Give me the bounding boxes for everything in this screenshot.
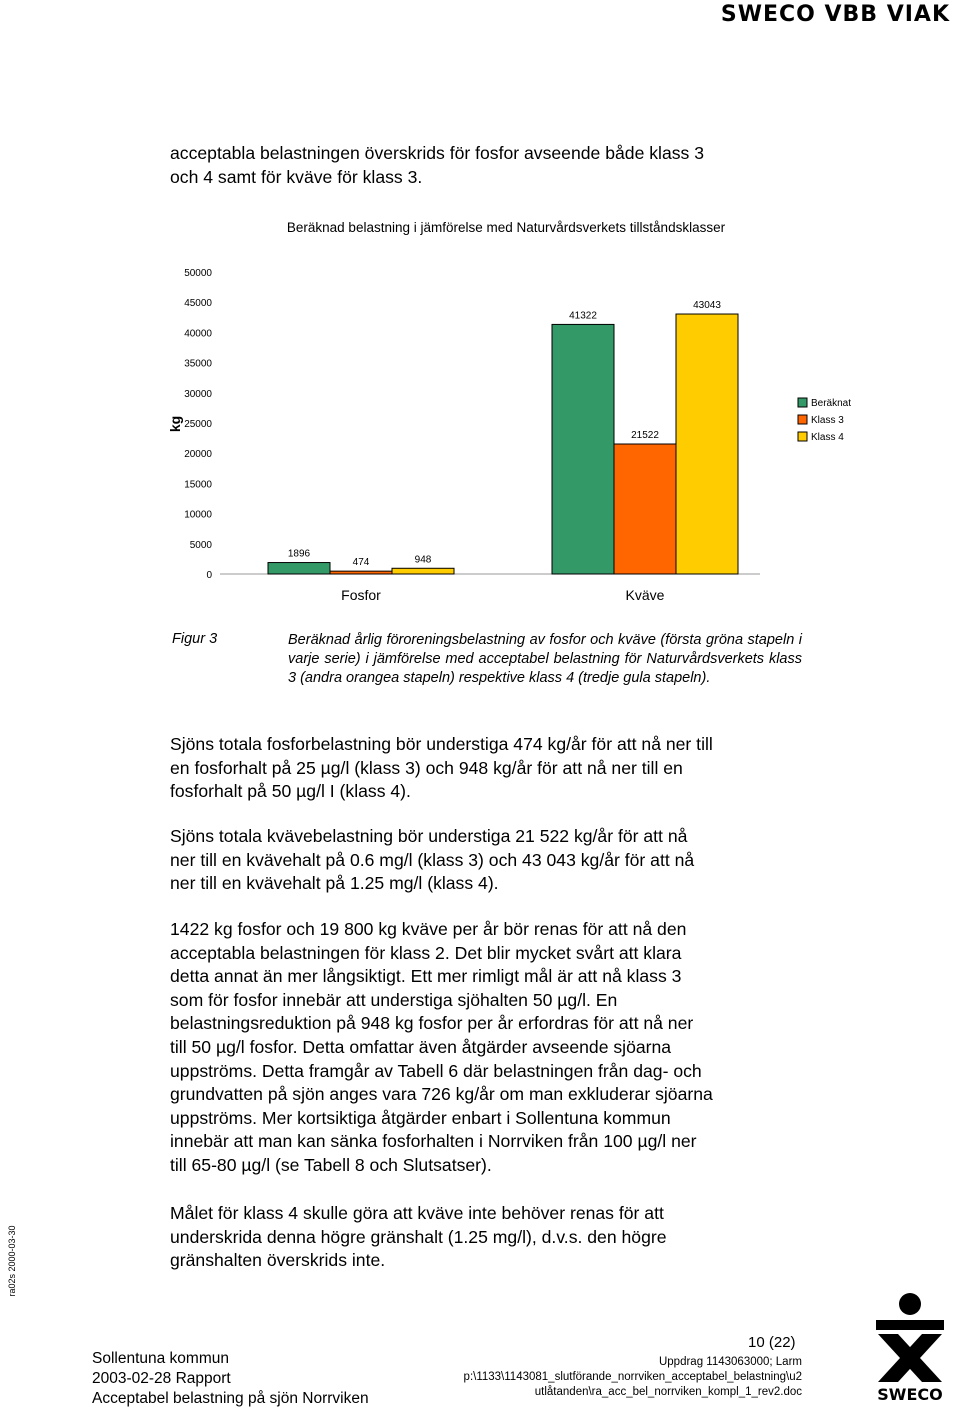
- legend-label: Beräknat: [811, 398, 852, 409]
- footer-line: p:\1133\1143081_slutförande_norrviken_acceptabel_belastning\u2: [463, 1371, 802, 1383]
- paragraph-phosphorus: [170, 733, 802, 804]
- page-number: 10 (22): [748, 1334, 796, 1351]
- text-line: uppströms. Mer kortsiktiga åtgärder enbart i Sollentuna kommun: [170, 1107, 671, 1128]
- text-line: en fosforhalt på 25 µg/l (klass 3) och 948 kg/år för att nå ner till en: [170, 757, 683, 778]
- intro-paragraph: [170, 142, 802, 189]
- figure-caption: Beräknad årlig föroreningsbelastning av fosfor och kväve (första gröna stapeln i varje serie) i jämförelse med acceptabel belastning för Naturvårdsverkets klass 3 (andra orangea stapeln) respektive klass 4 (tredje gula stapeln).: [288, 632, 802, 686]
- text-line: till 65-80 µg/l (se Tabell 8 och Slutsatser).: [170, 1154, 492, 1175]
- text-line: ner till en kvävehalt på 1.25 mg/l (klass 4).: [170, 873, 499, 894]
- y-tick-label: 45000: [184, 298, 212, 310]
- bar-value-label: 43043: [693, 300, 721, 312]
- paragraph-class4: [170, 1202, 802, 1273]
- y-tick-label: 0: [206, 570, 212, 581]
- legend-swatch: [798, 415, 807, 424]
- legend-swatch: [798, 398, 807, 407]
- text-line: till 50 µg/l fosfor. Detta omfattar även åtgärder avseende sjöarna: [170, 1036, 672, 1057]
- side-note: ra02s 2000-03-30: [7, 1225, 17, 1297]
- footer-line: Acceptabel belastning på sjön Norrviken: [92, 1390, 369, 1407]
- chart-bars: [268, 300, 738, 574]
- category-labels: [341, 587, 665, 603]
- footer-left: [92, 1349, 369, 1409]
- y-tick-label: 20000: [184, 449, 212, 461]
- text-line: belastningsreduktion på 948 kg fosfor per år erfordras för att nå ner: [170, 1013, 694, 1034]
- footer-line: utlåtanden\ra_acc_bel_norrviken_kompl_1_rev2.doc: [534, 1386, 802, 1398]
- text-line: ner till en kvävehalt på 0.6 mg/l (klass 3) och 43 043 kg/år för att nå: [170, 849, 695, 870]
- legend-label: Klass 4: [811, 432, 844, 443]
- chart-y-label: kg: [167, 415, 183, 433]
- x-category-label: Fosfor: [341, 587, 381, 603]
- text-line: Sjöns totala fosforbelastning bör understiga 474 kg/år för att nå ner till: [170, 734, 713, 754]
- text-line: uppströms. Detta framgår av Tabell 6 där belastningen från dag- och: [170, 1060, 702, 1081]
- y-tick-label: 50000: [184, 268, 212, 279]
- sweco-logo-icon: [868, 1290, 952, 1402]
- bar-value-label: 474: [352, 557, 370, 569]
- bar-value-label: 21522: [631, 430, 659, 442]
- text-line: och 4 samt för kväve för klass 3.: [170, 166, 423, 187]
- text-line: Målet för klass 4 skulle göra att kväve inte behöver renas för att: [170, 1203, 664, 1223]
- y-axis-ticks: [184, 268, 212, 581]
- bar: [676, 314, 738, 574]
- legend-swatch: [798, 432, 807, 441]
- paragraph-nitrogen: [170, 825, 802, 896]
- bar-value-label: 948: [414, 554, 432, 566]
- y-tick-label: 10000: [184, 509, 212, 521]
- text-line: acceptabla belastningen överskrids för fosfor avseende både klass 3: [170, 143, 704, 163]
- text-line: acceptabla belastningen för klass 2. Det blir mycket svårt att klara: [170, 942, 682, 963]
- text-line: underskrida denna högre gränshalt (1.25 mg/l), d.v.s. den högre: [170, 1226, 667, 1247]
- bar: [552, 324, 614, 574]
- y-tick-label: 5000: [189, 539, 212, 551]
- bar: [392, 568, 454, 574]
- y-tick-label: 15000: [184, 479, 212, 491]
- x-category-label: Kväve: [625, 587, 665, 603]
- bar: [614, 444, 676, 574]
- chart-title: Beräknad belastning i jämförelse med Naturvårdsverkets tillståndsklasser: [286, 220, 726, 235]
- text-line: grundvatten på sjön anges vara 726 kg/år om man exkluderar sjöarna: [170, 1084, 713, 1105]
- y-tick-label: 40000: [184, 328, 212, 340]
- footer-line: 2003-02-28 Rapport: [92, 1370, 231, 1387]
- y-tick-label: 25000: [184, 419, 212, 430]
- logo-text: SWECO: [877, 1385, 943, 1402]
- text-line: detta annat än mer långsiktigt. Ett mer rimligt mål är att nå klass 3: [170, 966, 682, 987]
- legend-label: Klass 3: [811, 415, 844, 426]
- text-line: gränshalten överskrids inte.: [170, 1250, 386, 1271]
- bar-chart: [160, 212, 880, 612]
- text-line: 1422 kg fosfor och 19 800 kg kväve per år bör renas för att nå den: [170, 919, 687, 939]
- paragraph-reduction: [170, 918, 802, 1178]
- footer-line: Uppdrag 1143063000; Larm: [658, 1356, 802, 1368]
- y-tick-label: 30000: [184, 388, 212, 400]
- footer-line: Sollentuna kommun: [92, 1350, 229, 1367]
- bar: [330, 571, 392, 574]
- bar: [268, 563, 330, 574]
- bar-value-label: 41322: [569, 310, 597, 322]
- bar-value-label: 1896: [287, 548, 311, 560]
- text-line: som för fosfor innebär att understiga sjöhalten 50 µg/l. En: [170, 989, 618, 1010]
- footer-document-info: [450, 1355, 802, 1400]
- brand-header: SWECO VBB VIAK: [720, 2, 950, 27]
- figure-label: Figur 3: [172, 631, 218, 647]
- text-line: fosforhalt på 50 µg/l I (klass 4).: [170, 781, 411, 802]
- text-line: innebär att man kan sänka fosforhalten i Norrviken från 100 µg/l ner: [170, 1131, 697, 1152]
- chart-legend: [798, 398, 851, 443]
- y-tick-label: 35000: [184, 358, 212, 370]
- text-line: Sjöns totala kvävebelastning bör understiga 21 522 kg/år för att nå: [170, 826, 688, 846]
